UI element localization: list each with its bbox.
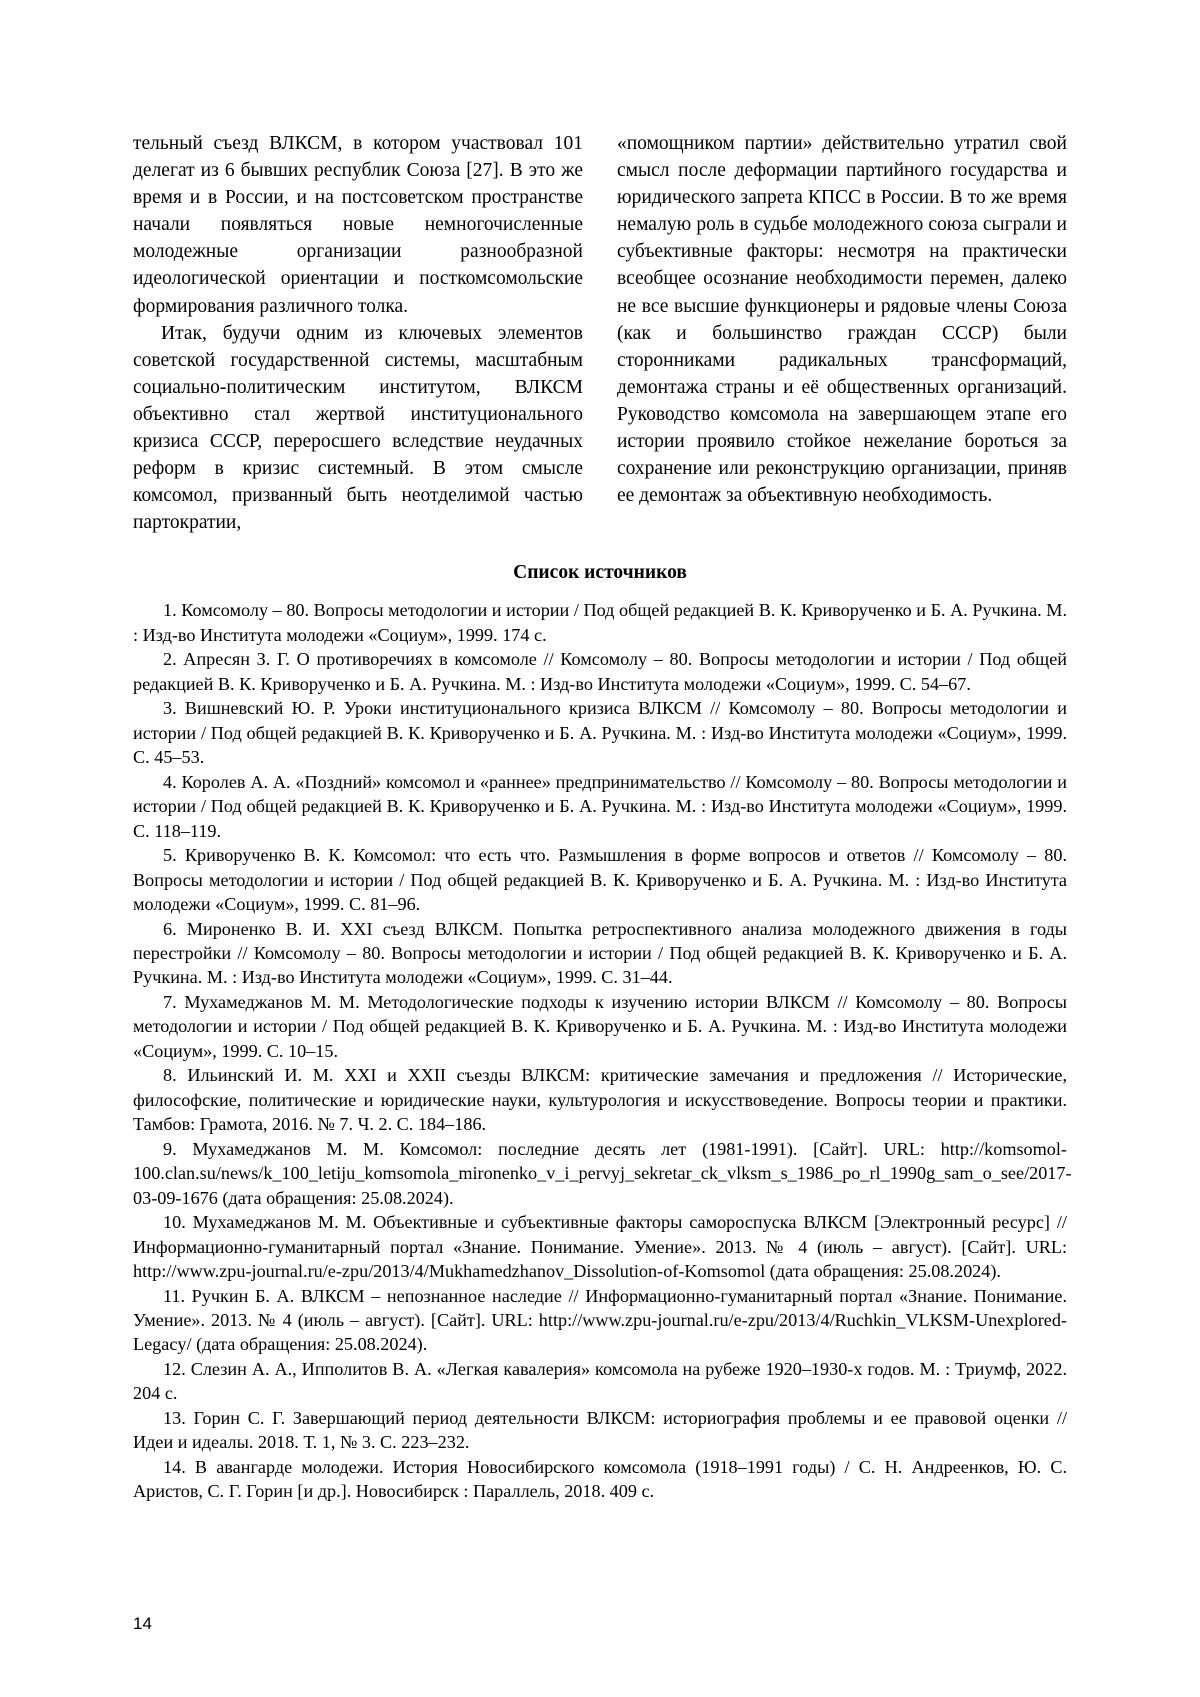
reference-item: 14. В авангарде молодежи. История Новосибирского комсомола (1918–1991 годы) / С. Н. Андреенков, Ю. С. Аристов, С. Г. Горин [и др.]. Новосибирск : Параллель, 2018. 409 с.	[133, 1456, 1067, 1502]
paragraph: «помощником партии» действительно утратил свой смысл после деформации партийного государства и юридического запрета КПСС в России. В то же время немалую роль в судьбе молодежного союза сыграли и субъективные факторы: несмотря на практически всеобщее осознание необходимости перемен, далеко не все высшие функционеры и рядовые члены Союза (как и большинство граждан СССР) были сторонниками радикальных трансформаций, демонтажа страны и её общественных организаций. Руководство комсомола на завершающем этапе его истории проявило стойкое нежелание бороться за сохранение или реконструкцию организации, приняв ее демонтаж за объективную необходимость.	[617, 133, 1067, 507]
reference-item: 10. Мухамеджанов М. М. Объективные и субъективные факторы самороспуска ВЛКСМ [Электронный ресурс] // Информационно-гуманитарный портал «Знание. Понимание. Умение». 2013. № 4 (июль – август). [Сайт]. URL: http://www.zpu-journal.ru/e-zpu/2013/4/Mukhamedzhanov_Dissolution-of-Komsomol (дата обращения: 25.08.2024).	[133, 1212, 1067, 1282]
body-column-left	[133, 130, 583, 536]
reference-item: 12. Слезин А. А., Ипполитов В. А. «Легкая кавалерия» комсомола на рубеже 1920–1930-х годов. М. : Триумф, 2022. 204 с.	[133, 1358, 1067, 1404]
paragraph: Итак, будучи одним из ключевых элементов советской государственной системы, масштабным социально-политическим институтом, ВЛКСМ объективно стал жертвой институционального кризиса СССР, переросшего вследствие неудачных реформ в кризис системный. В этом смысле комсомол, призванный быть неотделимой частью партократии,	[133, 322, 583, 534]
two-column-body	[133, 130, 1067, 536]
page-number: 14	[133, 1614, 152, 1633]
body-column-right	[617, 130, 1067, 509]
reference-item: 5. Криворученко В. К. Комсомол: что есть что. Размышления в форме вопросов и ответов // Комсомолу – 80. Вопросы методологии и истории / Под общей редакцией В. К. Криворученко и Б. А. Ручкина. М. : Изд-во Института молодежи «Социум», 1999. С. 81–96.	[133, 845, 1067, 915]
reference-item: 1. Комсомолу – 80. Вопросы методологии и истории / Под общей редакцией В. К. Криворученко и Б. А. Ручкина. М. : Изд-во Института молодежи «Социум», 1999. 174 с.	[133, 600, 1067, 645]
reference-item: 2. Апресян З. Г. О противоречиях в комсомоле // Комсомолу – 80. Вопросы методологии и истории / Под общей редакцией В. К. Криворученко и Б. А. Ручкина. М. : Изд-во Института молодежи «Социум», 1999. С. 54–67.	[133, 649, 1067, 694]
reference-item: 9. Мухамеджанов М. М. Комсомол: последние десять лет (1981-1991). [Сайт]. URL: http://komsomol-100.clan.su/news/k_100_letiju_komsomola_mironenko_v_i_pervyj_sekretar_ck_vlksm_s_1986_po_rl_1990g_sam_o_see/2017-03-09-1676 (дата обращения: 25.08.2024).	[133, 1138, 1072, 1208]
reference-item: 13. Горин С. Г. Завершающий период деятельности ВЛКСМ: историография проблемы и ее правовой оценки // Идеи и идеалы. 2018. Т. 1, № 3. С. 223–232.	[133, 1407, 1067, 1453]
references-list	[133, 598, 1072, 1503]
reference-item: 7. Мухамеджанов М. М. Методологические подходы к изучению истории ВЛКСМ // Комсомолу – 80. Вопросы методологии и истории / Под общей редакцией В. К. Криворученко и Б. А. Ручкина. М. : Изд-во Института молодежи «Социум», 1999. С. 10–15.	[133, 991, 1067, 1061]
paragraph: тельный съезд ВЛКСМ, в котором участвовал 101 делегат из 6 бывших республик Союза [27]. В это же время и в России, и на постсоветском пространстве начали появляться новые немногочисленные молодежные организации разнообразной идеологической ориентации и посткомсомольские формирования различного толка.	[133, 133, 583, 317]
reference-item: 3. Вишневский Ю. Р. Уроки институционального кризиса ВЛКСМ // Комсомолу – 80. Вопросы методологии и истории / Под общей редакцией В. К. Криворученко и Б. А. Ручкина. М. : Изд-во Института молодежи «Социум», 1999. С. 45–53.	[133, 698, 1067, 768]
reference-item: 6. Мироненко В. И. XXI съезд ВЛКСМ. Попытка ретроспективного анализа молодежного движения в годы перестройки // Комсомолу – 80. Вопросы методологии и истории / Под общей редакцией В. К. Криворученко и Б. А. Ручкина. М. : Изд-во Института молодежи «Социум», 1999. С. 31–44.	[133, 918, 1067, 988]
reference-item: 11. Ручкин Б. А. ВЛКСМ – непознанное наследие // Информационно-гуманитарный портал «Знание. Понимание. Умение». 2013. № 4 (июль – август). [Сайт]. URL: http://www.zpu-journal.ru/e-zpu/2013/4/Ruchkin_VLKSM-Unexplored-Legacy/ (дата обращения: 25.08.2024).	[133, 1285, 1067, 1355]
references-heading: Список источников	[513, 562, 687, 584]
reference-item: 4. Королев А. А. «Поздний» комсомол и «раннее» предпринимательство // Комсомолу – 80. Вопросы методологии и истории / Под общей редакцией В. К. Криворученко и Б. А. Ручкина. М. : Изд-во Института молодежи «Социум», 1999. С. 118–119.	[133, 771, 1067, 841]
reference-item: 8. Ильинский И. М. XXI и XXII съезды ВЛКСМ: критические замечания и предложения // Исторические, философские, политические и юридические науки, культурология и искусствоведение. Вопросы теории и практики. Тамбов: Грамота, 2016. № 7. Ч. 2. С. 184–186.	[133, 1065, 1067, 1135]
